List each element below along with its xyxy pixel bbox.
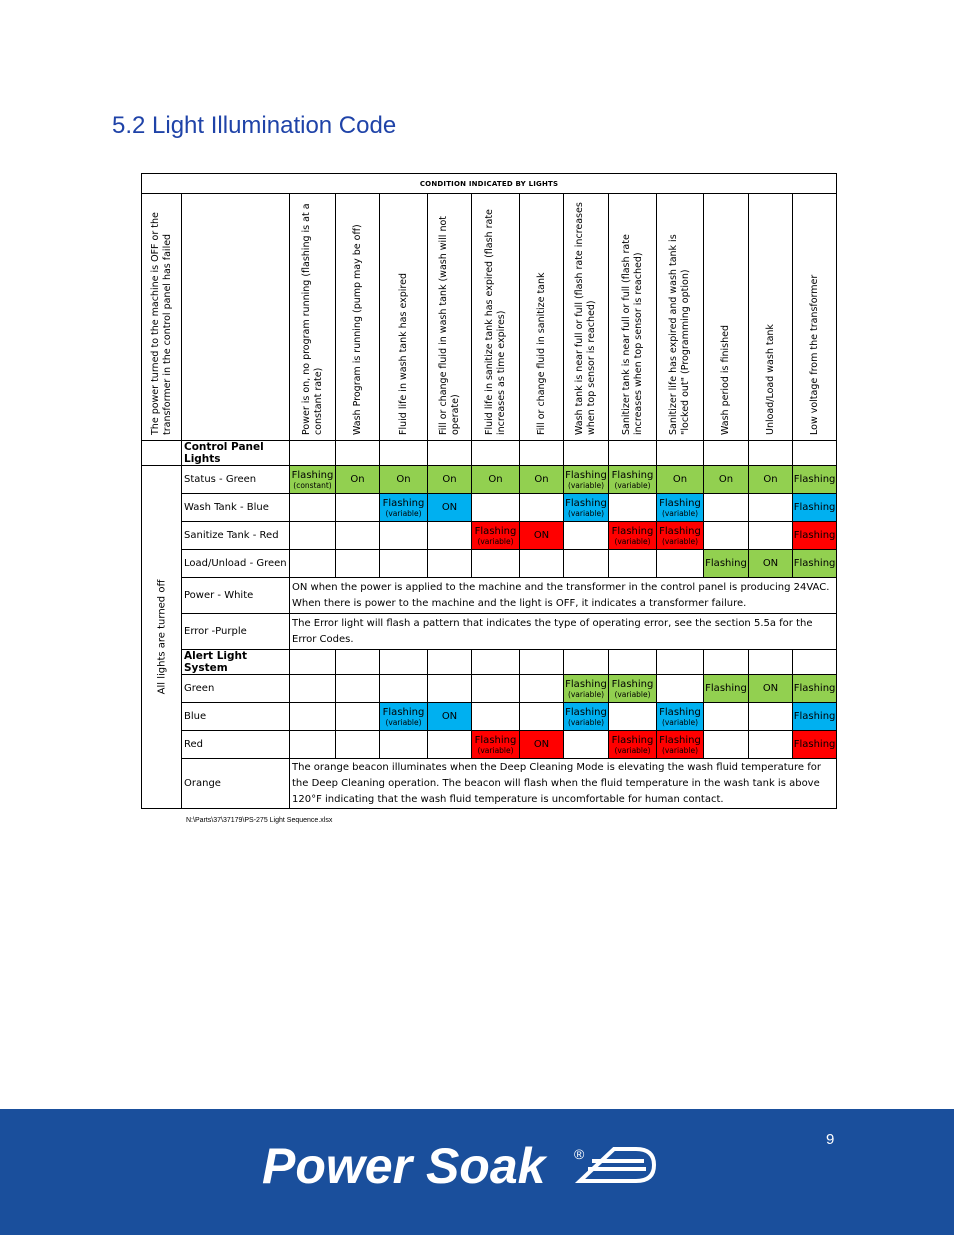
condition-text: Unload/Load wash tank: [764, 324, 776, 435]
light-label: Status - Green: [182, 466, 290, 494]
status-rate: (variable): [614, 689, 651, 699]
status-text: On: [763, 474, 778, 485]
empty-cell: [336, 731, 380, 759]
status-rate: (variable): [614, 480, 651, 490]
file-path-footnote: N:\Parts\37\37179\PS-275 Light Sequence.xlsx: [186, 817, 333, 824]
alert-light-row: [142, 731, 837, 759]
condition-header-8: [609, 194, 657, 441]
status-rate: (variable): [477, 745, 514, 755]
status-cell: [793, 703, 837, 731]
status-text: Flashing: [793, 711, 836, 722]
status-cell: [380, 494, 428, 522]
empty-cell: [704, 522, 749, 550]
blank-cell: [290, 650, 336, 675]
blank-cell: [520, 441, 564, 466]
registered-mark: ®: [574, 1146, 585, 1162]
condition-header-11: [749, 194, 793, 441]
status-text: ON: [533, 530, 550, 541]
power-soak-logo: [262, 1137, 682, 1189]
status-rate: (variable): [477, 536, 514, 546]
blank-cell: [380, 441, 428, 466]
status-rate: (variable): [567, 717, 605, 727]
status-cell: [704, 466, 749, 494]
status-cell: [657, 466, 704, 494]
status-rate: (variable): [661, 536, 699, 546]
status-text: Flashing: [659, 734, 701, 746]
blank-cell: [704, 650, 749, 675]
empty-cell: [428, 550, 472, 578]
empty-cell: [336, 522, 380, 550]
condition-header-2: [336, 194, 380, 441]
empty-cell: [749, 731, 793, 759]
light-label: Sanitize Tank - Red: [182, 522, 290, 550]
condition-text: Fill or change fluid in wash tank (wash will not operate): [437, 215, 461, 435]
alert-light-system-row: [142, 650, 837, 675]
empty-cell: [472, 550, 520, 578]
alert-light-system-label: Alert Light System: [182, 650, 290, 675]
status-rate: (variable): [567, 689, 605, 699]
status-text: Flashing: [611, 734, 654, 746]
power-off-header: [142, 194, 182, 441]
status-text: Flashing: [565, 469, 607, 481]
status-cell: [472, 731, 520, 759]
status-cell: [609, 675, 657, 703]
empty-cell: [336, 494, 380, 522]
status-cell: [428, 466, 472, 494]
status-text: Flashing: [382, 706, 425, 718]
blank-cell: [472, 650, 520, 675]
empty-cell: [472, 703, 520, 731]
status-text: Flashing: [793, 474, 836, 485]
empty-cell: [336, 675, 380, 703]
light-note: The orange beacon illuminates when the Deep Cleaning Mode is elevating the wash fluid temperature for the Deep Cleaning operation. The beacon will flash when the fluid temperature in the wash tank is above 120°F indicating that the wash fluid temperature is uncomfortable for human contact.: [290, 759, 837, 809]
empty-cell: [380, 522, 428, 550]
status-text: Flashing: [659, 525, 701, 537]
condition-text: Fluid life in wash tank has expired: [397, 272, 409, 435]
page-title: 5.2 Light Illumination Code: [112, 112, 397, 139]
status-cell: [428, 494, 472, 522]
status-rate: (variable): [661, 717, 699, 727]
status-cell: [657, 494, 704, 522]
blank-cell: [749, 441, 793, 466]
condition-header-3: [380, 194, 428, 441]
orange-row: [142, 759, 837, 809]
blank-cell: [793, 650, 837, 675]
status-text: Flashing: [611, 678, 654, 690]
condition-header-5: [472, 194, 520, 441]
blank-cell: [657, 441, 704, 466]
alert-light-row: [142, 675, 837, 703]
status-text: ON: [762, 683, 779, 694]
empty-cell: [749, 703, 793, 731]
empty-cell: [520, 550, 564, 578]
light-code-table: [141, 173, 837, 809]
blank-cell: [472, 441, 520, 466]
blank-cell: [428, 441, 472, 466]
condition-header-4: [428, 194, 472, 441]
empty-cell: [428, 675, 472, 703]
empty-cell: [657, 550, 704, 578]
status-text: Flashing: [659, 706, 701, 718]
control-light-row: [142, 522, 837, 550]
status-cell: [380, 703, 428, 731]
condition-text: Wash period is finished: [720, 325, 731, 435]
empty-cell: [564, 731, 609, 759]
empty-cell: [520, 675, 564, 703]
status-text: Flashing: [291, 469, 334, 481]
control-light-row: [142, 550, 837, 578]
status-cell: [793, 522, 837, 550]
blank-cell: [142, 441, 182, 466]
empty-cell: [749, 522, 793, 550]
status-cell: [793, 731, 837, 759]
empty-cell: [472, 675, 520, 703]
status-text: Flashing: [793, 739, 836, 750]
status-text: Flashing: [382, 497, 425, 509]
empty-cell: [290, 731, 336, 759]
blank-cell: [520, 650, 564, 675]
blank-cell: [657, 650, 704, 675]
blank-cell: [564, 441, 609, 466]
status-text: Flashing: [474, 525, 517, 537]
control-light-row: [142, 494, 837, 522]
status-text: On: [350, 474, 365, 485]
alert-light-row: [142, 703, 837, 731]
empty-cell: [290, 522, 336, 550]
empty-cell: [380, 675, 428, 703]
status-cell: [749, 466, 793, 494]
condition-text: Wash tank is near full or full (flash rate increases when top sensor is reached): [574, 202, 597, 435]
status-rate: (variable): [567, 508, 605, 518]
status-text: On: [442, 474, 457, 485]
all-lights-off-cell: [142, 466, 182, 809]
empty-cell: [428, 731, 472, 759]
soak-wave-icon: [580, 1149, 654, 1181]
condition-header-6: [520, 194, 564, 441]
status-cell: [520, 466, 564, 494]
status-text: Flashing: [565, 678, 607, 690]
empty-cell: [290, 494, 336, 522]
status-text: On: [396, 474, 411, 485]
status-rate: (variable): [385, 717, 422, 727]
empty-cell: [704, 494, 749, 522]
status-rate: (variable): [614, 536, 651, 546]
status-text: ON: [762, 558, 779, 569]
status-rate: (variable): [385, 508, 422, 518]
status-cell: [749, 550, 793, 578]
status-cell: [793, 466, 837, 494]
status-cell: [520, 731, 564, 759]
status-rate: (variable): [661, 745, 699, 755]
light-note: ON when the power is applied to the machine and the transformer in the control panel is producing 24VAC. When there is power to the machine and the light is OFF, it indicates a transformer failure.: [290, 578, 837, 614]
empty-cell: [428, 522, 472, 550]
logo-wordmark: Power Soak: [262, 1138, 546, 1189]
empty-cell: [336, 550, 380, 578]
status-cell: [609, 522, 657, 550]
empty-cell: [290, 550, 336, 578]
status-cell: [704, 550, 749, 578]
note-row: [142, 614, 837, 650]
empty-cell: [609, 550, 657, 578]
light-label: Blue: [182, 703, 290, 731]
status-cell: [657, 703, 704, 731]
status-text: ON: [441, 502, 458, 513]
status-rate: (variable): [661, 508, 699, 518]
status-cell: [609, 731, 657, 759]
blank-cell: [749, 650, 793, 675]
control-light-row: [142, 466, 837, 494]
condition-text: Power is on, no program running (flashing is at a constant rate): [300, 203, 324, 435]
status-text: Flashing: [793, 683, 836, 694]
condition-text: Fluid life in sanitize tank has expired (flash rate increases as time expires): [483, 209, 507, 435]
condition-header-7: [564, 194, 609, 441]
status-cell: [657, 731, 704, 759]
status-text: Flashing: [565, 497, 607, 509]
empty-cell: [657, 675, 704, 703]
status-text: On: [718, 474, 734, 485]
status-cell: [472, 522, 520, 550]
light-label: Error -Purple: [182, 614, 290, 650]
status-cell: [564, 675, 609, 703]
status-text: Flashing: [793, 502, 836, 513]
light-label: Wash Tank - Blue: [182, 494, 290, 522]
empty-cell: [704, 731, 749, 759]
status-cell: [336, 466, 380, 494]
blank-cell: [336, 650, 380, 675]
status-text: Flashing: [659, 497, 701, 509]
empty-cell: [609, 703, 657, 731]
all-lights-off-label: All lights are turned off: [156, 579, 167, 695]
status-cell: [564, 466, 609, 494]
blank-cell: [428, 650, 472, 675]
condition-header: CONDITION INDICATED BY LIGHTS: [142, 174, 837, 194]
status-text: Flashing: [611, 525, 654, 537]
status-text: On: [488, 474, 503, 485]
status-text: Flashing: [705, 558, 747, 569]
status-text: On: [672, 474, 688, 485]
status-text: ON: [533, 739, 550, 750]
status-text: Flashing: [705, 683, 747, 694]
condition-text: Sanitizer tank is near full or full (flash rate increases when top sensor is reached): [620, 234, 644, 435]
light-label: Red: [182, 731, 290, 759]
empty-cell: [564, 550, 609, 578]
power-off-header-text: The power turned to the machine is OFF or the transformer in the control panel has failed: [149, 212, 173, 435]
status-text: Flashing: [611, 469, 654, 481]
status-cell: [520, 522, 564, 550]
control-panel-lights-row: [142, 441, 837, 466]
empty-cell: [472, 494, 520, 522]
condition-header-9: [657, 194, 704, 441]
empty-cell: [336, 703, 380, 731]
status-cell: [793, 675, 837, 703]
control-panel-lights-label: Control Panel Lights: [182, 441, 290, 466]
empty-cell: [380, 550, 428, 578]
light-label: Orange: [182, 759, 290, 809]
status-cell: [564, 494, 609, 522]
status-cell: [472, 466, 520, 494]
blank-cell: [609, 441, 657, 466]
light-label: Load/Unload - Green: [182, 550, 290, 578]
empty-cell: [520, 703, 564, 731]
empty-cell: [290, 675, 336, 703]
status-text: ON: [441, 711, 458, 722]
status-cell: [428, 703, 472, 731]
empty-cell: [749, 494, 793, 522]
status-cell: [793, 550, 837, 578]
empty-cell: [290, 703, 336, 731]
condition-text: Wash Program is running (pump may be off): [351, 224, 363, 435]
empty-cell: [609, 494, 657, 522]
blank-cell: [564, 650, 609, 675]
empty-cell: [704, 703, 749, 731]
blank-cell: [704, 441, 749, 466]
blank-cell: [290, 441, 336, 466]
condition-header-10: [704, 194, 749, 441]
status-cell: [564, 703, 609, 731]
blank-cell: [793, 441, 837, 466]
status-cell: [657, 522, 704, 550]
status-text: Flashing: [474, 734, 517, 746]
status-cell: [793, 494, 837, 522]
condition-text: Fill or change fluid in sanitize tank: [535, 272, 547, 435]
empty-cell: [564, 522, 609, 550]
light-label: Power - White: [182, 578, 290, 614]
light-label: Green: [182, 675, 290, 703]
status-cell: [290, 466, 336, 494]
empty-cell: [380, 731, 428, 759]
blank-cell: [336, 441, 380, 466]
status-text: Flashing: [793, 558, 836, 569]
status-text: Flashing: [565, 706, 607, 718]
page-number: 9: [826, 1131, 835, 1148]
condition-text: Low voltage from the transformer: [808, 274, 820, 435]
condition-header-12: [793, 194, 837, 441]
status-text: On: [534, 474, 549, 485]
light-note: The Error light will flash a pattern that indicates the type of operating error, see the section 5.5a for the Error Codes.: [290, 614, 837, 650]
status-cell: [380, 466, 428, 494]
status-text: Flashing: [793, 530, 836, 541]
status-rate: (variable): [567, 480, 605, 490]
condition-text: Sanitizer life has expired and wash tank is "locked out" (Programming option): [668, 234, 691, 435]
blank-cell: [380, 650, 428, 675]
condition-header-1: [290, 194, 336, 441]
status-rate: (variable): [614, 745, 651, 755]
status-cell: [704, 675, 749, 703]
status-cell: [609, 466, 657, 494]
status-cell: [749, 675, 793, 703]
note-row: [142, 578, 837, 614]
empty-cell: [520, 494, 564, 522]
status-rate: (constant): [293, 480, 332, 490]
blank-cell: [609, 650, 657, 675]
blank-header-cell: [182, 194, 290, 441]
